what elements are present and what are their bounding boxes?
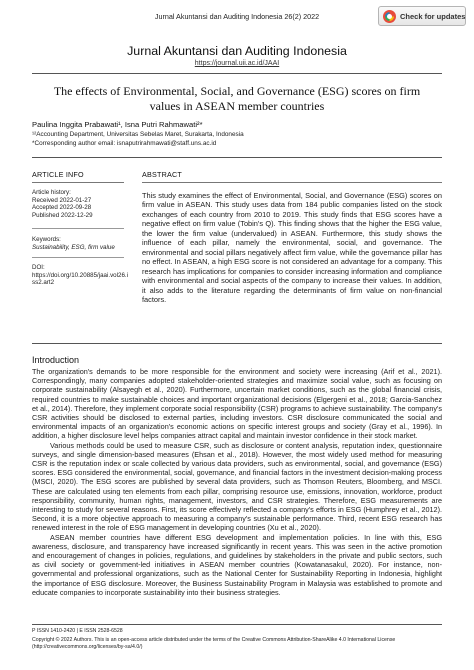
history-label: Article history:: [32, 189, 71, 196]
published-date: Published 2022-12-29: [32, 211, 93, 219]
corresponding-author: *Corresponding author email: isnaputrirahmawati@staff.uns.ac.id: [32, 140, 217, 147]
abstract-heading: ABSTRACT: [142, 170, 182, 179]
journal-title: Jurnal Akuntansi dan Auditing Indonesia: [127, 44, 347, 58]
affiliation: ¹²Accounting Department, Universitas Sebelas Maret, Surakarta, Indonesia: [32, 131, 244, 138]
doi-link-line2[interactable]: ss2.art2: [32, 279, 55, 287]
article-history: [32, 189, 124, 219]
doi-label: DOI:: [32, 264, 45, 271]
info-divider: [32, 182, 124, 183]
intro-paragraph-3: ASEAN member countries have different ESG development and implementation policies. In line with this, ESG awareness, disclosure, and transparency have increased significantly in recent years. This was seen in the active promotion and encouragement of changes in policies, regulations, and guidelines by stakeholders in the private and public sectors, such as civil society or government-led initiatives in ASEAN member countries (Kowatanasakul, 2020). For instance, non-governmental and professional organizations, such as the National Center for Sustainability Reporting in Indonesia, highlight the importance of ESG disclosure. Moreover, the Business Sustainability Program in Malaysia was established to promote and educate companies to incorporate sustainability into their business strategies.: [32, 532, 442, 597]
keywords-label: Keywords:: [32, 236, 61, 243]
keywords: Sustainability, ESG, firm value: [32, 243, 115, 251]
crossmark-icon: [383, 10, 396, 23]
introduction-body: [32, 367, 442, 597]
abstract-bottom-divider: [32, 343, 442, 344]
check-for-updates-button[interactable]: [378, 6, 466, 26]
info-top-divider: [32, 157, 442, 158]
keywords-divider: [32, 257, 124, 258]
journal-url-link[interactable]: https://journal.uii.ac.id/JAAI: [194, 60, 280, 67]
footer-divider: [32, 624, 442, 625]
header-divider: [32, 73, 442, 74]
authors: Paulina Inggita Prabawati¹, Isna Putri Rahmawati²*: [32, 120, 203, 129]
doi-link-line1[interactable]: https://doi.org/10.20885/jaai.vol26.i: [32, 271, 128, 279]
history-divider: [32, 228, 124, 229]
running-header: Jurnal Akuntansi dan Auditing Indonesia 26(2) 2022: [154, 12, 320, 21]
article-info-heading: ARTICLE INFO: [32, 170, 84, 179]
introduction-heading: Introduction: [32, 355, 80, 365]
article-title: The effects of Environmental, Social, and Governance (ESG) scores on firm values in ASEAN member countries: [53, 84, 421, 113]
doi-block: [32, 264, 128, 287]
received-date: Received 2022-01-27: [32, 196, 92, 204]
abstract-divider: [142, 182, 442, 183]
license-link[interactable]: (http://creativecommons.org/licenses/by-sa/4.0/): [32, 644, 143, 650]
check-for-updates-label: Check for updates: [400, 11, 466, 21]
issn: P ISSN 1410-2420 | E ISSN 2528-6528: [32, 628, 123, 634]
intro-paragraph-1: The organization's demands to be more responsible for the environment and society were increasing (Arif et al., 2021). Correspondingly, many companies adopted stakeholder-oriented strategies and maximize social value, such as focusing on corporate sustainability (Alsayegh et al., 2020). Furthermore, uncertain market conditions, such as the global financial crisis, required countries to make sustainable choices and important organizational decisions (Elgergeni et al., 2018; Garcia-Sanchez et al., 2014). Therefore, they implement corporate social responsibility (CSR) programs to achieve sustainability. The company's CSR activities should be disclosed to external parties, including investors. CSR disclosure communicated the social and environmental impacts of an organization's economic actions on specific interest groups and society (Gray et al., 1996). In addition, a higher disclosure level helps companies attract capital and maintain investor confidence in their stock market.: [32, 367, 442, 441]
copyright: Copyright © 2022 Authors. This is an open-access article distributed under the terms of the Creative Commons Attribution-ShareAlike 4.0 International License: [32, 637, 396, 643]
keywords-block: [32, 236, 124, 251]
accepted-date: Accepted 2022-09-28: [32, 204, 92, 212]
abstract-text: This study examines the effect of Environmental, Social, and Governance (ESG) scores on firm value in ASEAN. This study uses data from 184 public companies listed on the stock exchanges of each country from 2010 to 2019. This study finds that ESG scores have a negative effect on firm value (Tobin's Q). This finding shows that the higher the ESG value, the lower the firm value (undervalued) in ASEAN. Furthermore, this study shows the influence of each pillar, namely the environmental, social, and governance. The environmental and social pillars negatively affect firm value, while the governance pillar has no effect. In ASEAN, a high ESG score is not considered an advantage for a company. This research has implications for companies to consider increasing information and compliance with environmental and social aspects of the company to increase their values. In addition, it also adds to the literature regarding the determinants of firm value on non-financial factors.: [142, 191, 442, 304]
intro-paragraph-2: Various methods could be used to measure CSR, such as disclosure or content analysis, reputation index, questionnaire surveys, and single dimension-based measures (Ehsan et al., 2018). However, the most widely used method for measuring CSR is the reputation index or scale collected by various data providers, such as environmental, social, and governance (ESG) scores. ESG considered the environmental, social, governance, and financial factors in the investment decision-making process (MSCI, 2020). The ESG scores are published by several data providers, such as Thomson Reuters, Bloomberg, and MSCI. These are calculated using ten elements from each pillar, comprising resource use, emissions, innovation, workforce, product responsibility, community, human rights, management, investors, and CSR strategies. Therefore, ESG measurements are interesting to study for several reasons. First, its score effectively reflected a company's efforts in ESG (Humphrey et al., 2012). Second, it is a more objective approach to measuring a company's sustainable performance. Third, recent ESG research has renewed interest in the role of ESG management in developing countries (Xu et al., 2020).: [32, 440, 442, 533]
